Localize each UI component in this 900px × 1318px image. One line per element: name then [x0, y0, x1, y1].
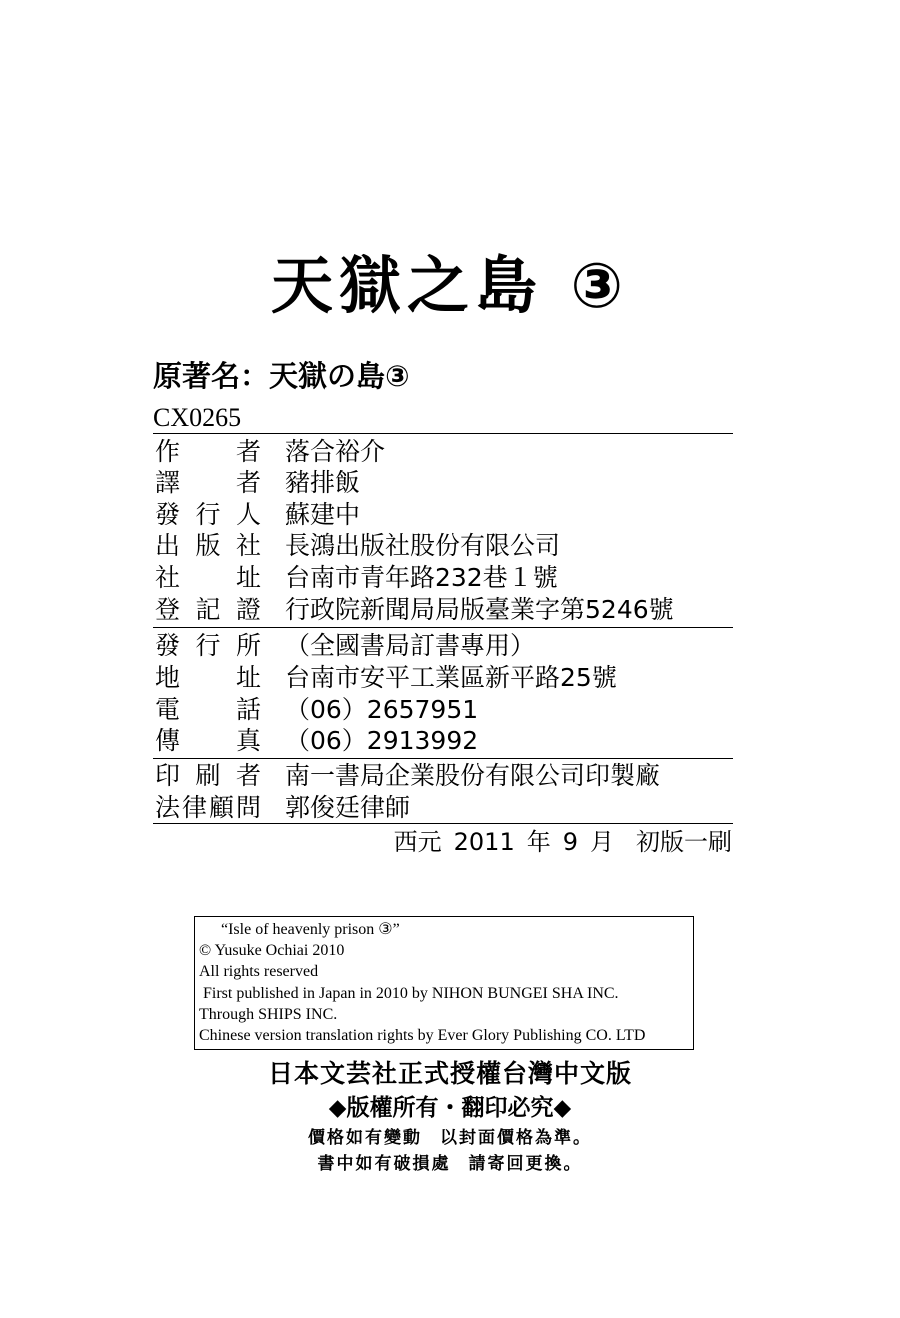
credit-value: 蘇建中: [285, 500, 361, 529]
credit-label: 作者: [155, 437, 261, 466]
dist-value: （全國書局訂書專用）: [285, 631, 536, 660]
credit-label: 譯者: [155, 468, 261, 497]
rights-line: © Yusuke Ochiai 2010: [199, 942, 345, 960]
credit-row-author: [155, 436, 385, 468]
date-era: 西元: [393, 828, 442, 856]
authorized-edition-notice: 日本文芸社正式授權台灣中文版: [267, 1059, 632, 1088]
date-year-unit: 年: [526, 828, 551, 856]
dist-row-address: [155, 662, 617, 694]
rights-line: All rights reserved: [199, 963, 319, 981]
credit-label: 發行人: [155, 500, 261, 529]
credit-row-address: [155, 562, 558, 594]
date-month: 9: [562, 828, 578, 856]
divider-bottom: [153, 823, 733, 824]
price-notice-a: 價格如有變動: [308, 1128, 422, 1148]
print-label: 印刷者: [155, 761, 261, 790]
print-value: 南一書局企業股份有限公司印製廠: [285, 761, 661, 790]
credit-row-publisher-person: [155, 499, 360, 531]
dist-label: 發行所: [155, 631, 261, 660]
credit-label: 登記證: [155, 595, 261, 624]
dist-row-office: [155, 630, 535, 662]
credit-label: 社址: [155, 563, 261, 592]
print-row-legal: [155, 792, 410, 824]
damage-notice: [0, 1152, 900, 1176]
print-row-printer: [155, 760, 660, 792]
credit-row-publisher: [155, 530, 560, 562]
rights-line: “Isle of heavenly prison ③”: [221, 921, 400, 938]
print-label: 法律顧問: [155, 793, 261, 822]
credit-row-translator: [155, 467, 360, 499]
date-month-unit: 月: [590, 828, 614, 856]
credit-label: 出版社: [155, 531, 261, 560]
divider-printing: [153, 758, 733, 759]
date-year: 2011: [453, 828, 515, 856]
book-title: 天獄之島 ③: [270, 249, 630, 322]
dist-value: （06）2913992: [285, 726, 479, 755]
dist-row-fax: [155, 725, 478, 757]
credit-value: 落合裕介: [285, 437, 386, 466]
original-title: 原著名：天獄の島③: [153, 359, 410, 393]
damage-notice-a: 書中如有破損處: [317, 1154, 451, 1174]
copyright-notice: ◆版權所有・翻印必究◆: [328, 1095, 572, 1121]
dist-value: （06）2657951: [285, 695, 479, 724]
credit-value: 長鴻出版社股份有限公司: [285, 531, 561, 560]
rights-line: Through SHIPS INC.: [199, 1005, 338, 1023]
rights-line: First published in Japan in 2010 by NIHON BUNGEI SHA INC.: [203, 984, 619, 1002]
dist-label: 傳真: [155, 726, 261, 755]
catalog-code: CX0265: [153, 403, 242, 432]
dist-value: 台南市安平工業區新平路25號: [285, 663, 617, 692]
publication-date: [394, 826, 732, 858]
damage-notice-b: 請寄回更換。: [468, 1154, 583, 1174]
price-notice-b: 以封面價格為準。: [440, 1128, 592, 1148]
credit-value: 行政院新聞局局版臺業字第5246號: [285, 595, 674, 624]
divider-distribution: [153, 627, 733, 628]
price-notice: [0, 1126, 900, 1150]
credit-value: 台南市青年路232巷１號: [285, 563, 558, 592]
dist-label: 電話: [155, 695, 261, 724]
rights-line: Chinese version translation rights by Ever Glory Publishing CO. LTD: [199, 1027, 646, 1045]
dist-label: 地址: [155, 663, 261, 692]
divider-top: [153, 433, 733, 434]
dist-row-phone: [155, 694, 478, 726]
credit-value: 豬排飯: [285, 468, 361, 497]
date-edition: 初版一刷: [636, 828, 732, 856]
print-value: 郭俊廷律師: [285, 793, 411, 822]
credit-row-registration: [155, 594, 674, 626]
rights-box: [194, 916, 694, 1050]
